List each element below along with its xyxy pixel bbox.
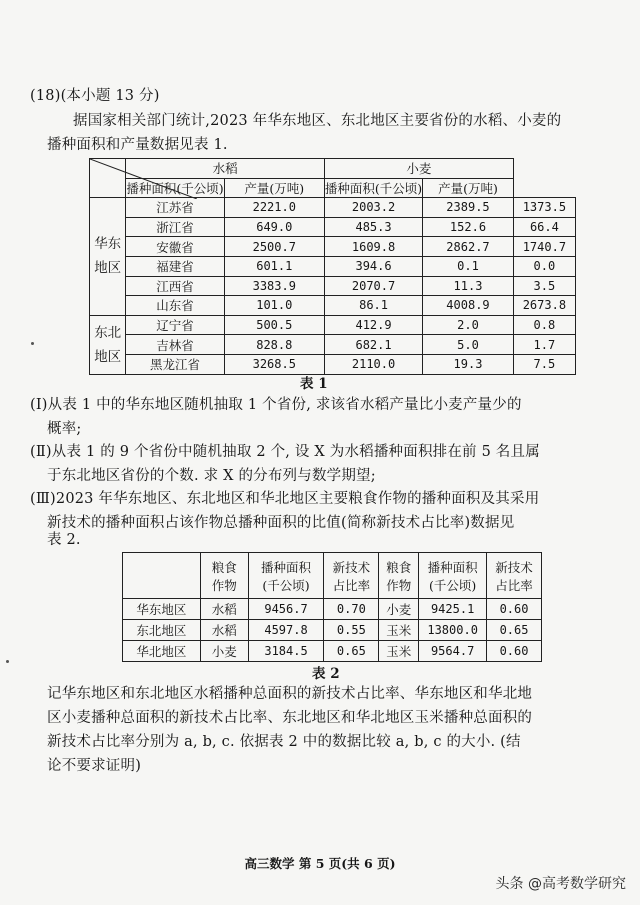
part1-line-2: 概率; <box>47 421 82 437</box>
rice-area-cell: 2221.0 <box>224 198 324 218</box>
wheat-area-cell: 11.3 <box>423 276 514 296</box>
wheat-area-cell: 152.6 <box>423 217 514 237</box>
page-footer: 高三数学 第 5 页(共 6 页) <box>244 856 396 871</box>
wheat-area-cell: 2.0 <box>423 315 514 335</box>
rate-cell: 0.65 <box>487 620 542 641</box>
wheat-output-cell: 1373.5 <box>513 198 575 218</box>
rice-output-cell: 2110.0 <box>324 354 422 374</box>
rice-output-cell: 412.9 <box>324 315 422 335</box>
part2-line-2: 于东北地区省份的个数. 求 X 的分布列与数学期望; <box>47 468 376 484</box>
region-cell: 华北地区 <box>123 641 201 662</box>
crop-cell: 玉米 <box>379 641 419 662</box>
area-cell: 4597.8 <box>248 620 324 641</box>
province-cell: 江西省 <box>126 276 224 296</box>
group-header-rice: 水稻 <box>126 159 325 179</box>
scan-speck <box>6 660 9 663</box>
region-cell: 东北地区 <box>123 620 201 641</box>
area-cell: 9564.7 <box>419 641 487 662</box>
crop-cell: 水稻 <box>200 620 248 641</box>
table-row <box>90 296 576 316</box>
province-cell: 辽宁省 <box>126 315 224 335</box>
province-cell: 江苏省 <box>126 198 224 218</box>
scan-speck <box>31 342 34 345</box>
table-row <box>90 335 576 355</box>
crop-cell: 玉米 <box>379 620 419 641</box>
table-row <box>123 641 542 662</box>
area-cell: 3184.5 <box>248 641 324 662</box>
part3-line-3: 表 2. <box>47 532 81 548</box>
table-row <box>90 354 576 374</box>
wheat-output-cell: 66.4 <box>513 217 575 237</box>
crop-cell: 水稻 <box>200 599 248 620</box>
intro-line-2: 播种面积和产量数据见表 1. <box>47 137 228 153</box>
wheat-output-cell: 0.8 <box>513 315 575 335</box>
table2-corner-cell <box>123 553 201 599</box>
table-2 <box>122 552 542 662</box>
table2-caption: 表 2 <box>312 666 340 682</box>
table-row <box>90 315 576 335</box>
region-cell: 华东地区 <box>123 599 201 620</box>
rice-area-cell: 101.0 <box>224 296 324 316</box>
part2-line-1: (Ⅱ)从表 1 的 9 个省份中随机抽取 2 个, 设 X 为水稻播种面积排在前 5 名且属 <box>30 444 540 460</box>
rate-cell: 0.70 <box>324 599 379 620</box>
area-cell: 13800.0 <box>419 620 487 641</box>
wheat-area-cell: 5.0 <box>423 335 514 355</box>
rice-output-cell: 86.1 <box>324 296 422 316</box>
diagonal-line <box>90 159 197 199</box>
watermark: 头条 @高考数学研究 <box>495 876 626 892</box>
part1-line-1: (Ⅰ)从表 1 中的华东地区随机抽取 1 个省份, 求该省水稻产量比小麦产量少的 <box>30 397 522 413</box>
part3-line-2: 新技术的播种面积占该作物总播种面积的比值(简称新技术占比率)数据见 <box>47 515 515 531</box>
rice-output-cell: 2003.2 <box>324 198 422 218</box>
wheat-area-cell: 19.3 <box>423 354 514 374</box>
col-header-rice-area: 播种面积(千公顷) <box>126 178 224 198</box>
table-row <box>90 198 576 218</box>
province-cell: 安徽省 <box>126 237 224 257</box>
wheat-area-cell: 4008.9 <box>423 296 514 316</box>
rice-area-cell: 3268.5 <box>224 354 324 374</box>
wheat-output-cell: 7.5 <box>513 354 575 374</box>
col-header-wheat-area: 播种面积(千公顷) <box>324 178 422 198</box>
table-row <box>90 256 576 276</box>
conclusion-line-3: 新技术占比率分别为 a, b, c. 依据表 2 中的数据比较 a, b, c 的大小. (结 <box>47 734 521 750</box>
crop-cell: 小麦 <box>200 641 248 662</box>
region-northeast-cell: 东北 地区 <box>90 315 126 374</box>
rice-area-cell: 3383.9 <box>224 276 324 296</box>
rice-area-cell: 828.8 <box>224 335 324 355</box>
province-cell: 浙江省 <box>126 217 224 237</box>
rate-cell: 0.60 <box>487 641 542 662</box>
rice-output-cell: 485.3 <box>324 217 422 237</box>
rice-output-cell: 2070.7 <box>324 276 422 296</box>
rate-cell: 0.60 <box>487 599 542 620</box>
part3-line-1: (Ⅲ)2023 年华东地区、东北地区和华北地区主要粮食作物的播种面积及其采用 <box>30 491 540 507</box>
table-row <box>90 237 576 257</box>
wheat-output-cell: 1740.7 <box>513 237 575 257</box>
col-header-area: 播种面积 (千公顷) <box>248 553 324 599</box>
wheat-output-cell: 0.0 <box>513 256 575 276</box>
rice-area-cell: 649.0 <box>224 217 324 237</box>
area-cell: 9456.7 <box>248 599 324 620</box>
rice-output-cell: 682.1 <box>324 335 422 355</box>
province-cell: 黑龙江省 <box>126 354 224 374</box>
col-header-rice-output: 产量(万吨) <box>224 178 324 198</box>
table-row <box>90 217 576 237</box>
wheat-output-cell: 3.5 <box>513 276 575 296</box>
rate-cell: 0.65 <box>324 641 379 662</box>
conclusion-line-1: 记华东地区和东北地区水稻播种总面积的新技术占比率、华东地区和华北地 <box>47 686 533 702</box>
col-header-crop: 粮食 作物 <box>200 553 248 599</box>
table-row <box>123 599 542 620</box>
rate-cell: 0.55 <box>324 620 379 641</box>
col-header-crop: 粮食 作物 <box>379 553 419 599</box>
group-header-wheat: 小麦 <box>324 159 513 179</box>
wheat-output-cell: 1.7 <box>513 335 575 355</box>
province-cell: 福建省 <box>126 256 224 276</box>
region-east-cell: 华东 地区 <box>90 198 126 316</box>
crop-cell: 小麦 <box>379 599 419 620</box>
rice-area-cell: 601.1 <box>224 256 324 276</box>
table1-corner-cell <box>90 159 126 198</box>
wheat-area-cell: 2389.5 <box>423 198 514 218</box>
col-header-wheat-output: 产量(万吨) <box>423 178 514 198</box>
rice-area-cell: 2500.7 <box>224 237 324 257</box>
table-row <box>123 620 542 641</box>
table-1 <box>89 158 576 375</box>
rice-output-cell: 394.6 <box>324 256 422 276</box>
col-header-rate: 新技术 占比率 <box>487 553 542 599</box>
conclusion-line-2: 区小麦播种总面积的新技术占比率、东北地区和华北地区玉米播种总面积的 <box>47 710 533 726</box>
rice-output-cell: 1609.8 <box>324 237 422 257</box>
table-row <box>90 276 576 296</box>
intro-line-1: 据国家相关部门统计,2023 年华东地区、东北地区主要省份的水稻、小麦的 <box>73 113 562 129</box>
area-cell: 9425.1 <box>419 599 487 620</box>
province-cell: 山东省 <box>126 296 224 316</box>
conclusion-line-4: 论不要求证明) <box>47 758 142 774</box>
col-header-area: 播种面积 (千公顷) <box>419 553 487 599</box>
table1-caption: 表 1 <box>300 376 328 392</box>
wheat-output-cell: 2673.8 <box>513 296 575 316</box>
wheat-area-cell: 2862.7 <box>423 237 514 257</box>
province-cell: 吉林省 <box>126 335 224 355</box>
col-header-rate: 新技术 占比率 <box>324 553 379 599</box>
wheat-area-cell: 0.1 <box>423 256 514 276</box>
rice-area-cell: 500.5 <box>224 315 324 335</box>
problem-header: (18)(本小题 13 分) <box>30 88 160 104</box>
